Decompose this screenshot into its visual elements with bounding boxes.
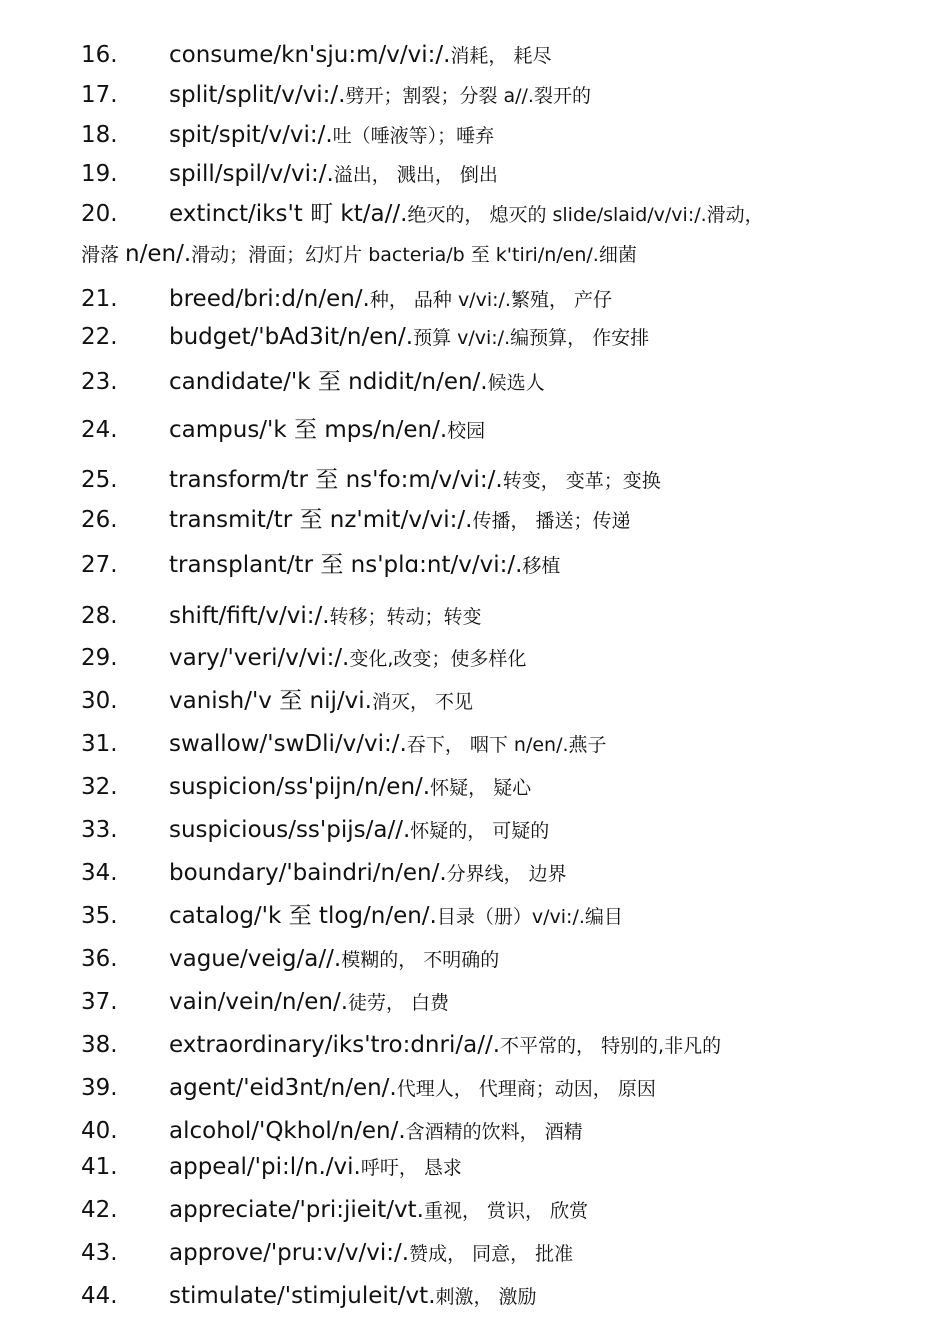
entry-text (169, 730, 607, 759)
entry-number: 22. (81, 324, 118, 350)
entry-english: appeal/'pi:l/n./vi. (169, 1154, 361, 1180)
entry-chinese: 绝灭的， 熄灭的 slide/slaid/v/vi:/.滑动， (407, 204, 764, 226)
entry-english: catalog/'k 至 tlog/n/en/. (169, 903, 437, 929)
entry-number: 44. (81, 1283, 118, 1309)
entry-number: 39. (81, 1075, 118, 1101)
entry-chinese: 不平常的， 特别的,非凡的 (500, 1035, 722, 1057)
entry-text (169, 859, 567, 888)
entry-english: approve/'pru:v/v/vi:/. (169, 1240, 410, 1266)
entry-english: budget/'bAd3it/n/en/. (169, 324, 414, 350)
entry-english: transmit/tr 至 nz'mit/v/vi:/. (169, 507, 473, 533)
entry-number: 38. (81, 1032, 118, 1058)
entry-text (169, 41, 551, 70)
entry-number: 25. (81, 467, 118, 493)
entry-text (169, 506, 631, 535)
entry-chinese: 种， 品种 v/vi:/.繁殖， 产仔 (369, 289, 612, 311)
entry-chinese: 预算 v/vi:/.编预算， 作安排 (413, 327, 650, 349)
entry-text (169, 1031, 721, 1060)
entry-text (169, 285, 612, 314)
entry-text (169, 687, 473, 716)
entry-text (169, 945, 499, 974)
entry-text (169, 602, 482, 631)
entry-chinese: 移植 (522, 555, 561, 577)
entry-chinese: 消耗， 耗尽 (450, 45, 552, 67)
entry-chinese: 分界线， 边界 (446, 863, 567, 885)
entry-chinese: 呼吁， 恳求 (360, 1157, 462, 1179)
entry-english: vanish/'v 至 nij/vi. (169, 688, 372, 714)
entry-chinese: 传播， 播送；传递 (472, 510, 631, 532)
entry-text (169, 81, 591, 110)
entry-chinese: 溢出， 溅出， 倒出 (333, 164, 498, 186)
entry-text (169, 988, 449, 1017)
entry-text (169, 773, 531, 802)
entry-number: 26. (81, 507, 118, 533)
entry-chinese: 含酒精的饮料， 酒精 (405, 1121, 583, 1143)
entry-number: 16. (81, 42, 118, 68)
entry-chinese: 吐（唾液等）；唾弃 (332, 125, 495, 147)
continuation-chinese: 滑落 (81, 244, 126, 266)
entry-number: 24. (81, 417, 118, 443)
entry-chinese: 转移；转动；转变 (329, 606, 482, 628)
entry-english: boundary/'baindri/n/en/. (169, 860, 447, 886)
entry-number: 42. (81, 1197, 118, 1223)
entry-number: 30. (81, 688, 118, 714)
entry-text (169, 323, 649, 352)
entry-text (169, 466, 661, 495)
entry-chinese: 劈开；割裂；分裂 a//.裂开的 (345, 85, 591, 107)
entry-chinese: 重视， 赏识， 欣赏 (424, 1200, 589, 1222)
entry-chinese: 转变， 变革；变换 (502, 470, 661, 492)
entry-text (169, 1153, 462, 1182)
entry-english: extinct/iks't 町 kt/a//. (169, 201, 408, 227)
entry-number: 31. (81, 731, 118, 757)
entry-number: 41. (81, 1154, 118, 1180)
entry-continuation (81, 240, 637, 269)
entry-english: candidate/'k 至 ndidit/n/en/. (169, 369, 488, 395)
entry-number: 34. (81, 860, 118, 886)
entry-chinese: 怀疑， 疑心 (430, 777, 532, 799)
entry-chinese: 刺激， 激励 (435, 1286, 537, 1308)
entry-text (169, 1239, 573, 1268)
entry-english: vary/'veri/v/vi:/. (169, 645, 350, 671)
entry-text (169, 368, 545, 397)
entry-text (169, 644, 526, 673)
entry-english: vague/veig/a//. (169, 946, 342, 972)
entry-english: transplant/tr 至 ns'plɑ:nt/v/vi:/. (169, 552, 523, 578)
entry-english: alcohol/'Qkhol/n/en/. (169, 1118, 406, 1144)
entry-english: consume/kn'sju:m/v/vi:/. (169, 42, 451, 68)
entry-chinese: 怀疑的， 可疑的 (410, 820, 550, 842)
entry-chinese: 候选人 (487, 372, 545, 394)
entry-number: 37. (81, 989, 118, 1015)
entry-english: appreciate/'pri:jieit/vt. (169, 1197, 424, 1223)
entry-english: swallow/'swDli/v/vi:/. (169, 731, 407, 757)
entry-english: transform/tr 至 ns'fo:m/v/vi:/. (169, 467, 503, 493)
entry-english: shift/fift/v/vi:/. (169, 603, 330, 629)
entry-english: campus/'k 至 mps/n/en/. (169, 417, 448, 443)
entry-number: 17. (81, 82, 118, 108)
entry-chinese: 模糊的， 不明确的 (341, 949, 500, 971)
entry-text (169, 1074, 656, 1103)
entry-english: breed/bri:d/n/en/. (169, 286, 370, 312)
entry-chinese: 变化,改变；使多样化 (349, 648, 527, 670)
entry-number: 36. (81, 946, 118, 972)
entry-text (169, 200, 764, 229)
entry-number: 35. (81, 903, 118, 929)
entry-number: 33. (81, 817, 118, 843)
entry-text (169, 160, 498, 189)
entry-english: suspicion/ss'pijn/n/en/. (169, 774, 431, 800)
entry-text (169, 416, 485, 445)
entry-english: stimulate/'stimjuleit/vt. (169, 1283, 436, 1309)
entry-chinese: 代理人， 代理商；动因， 原因 (396, 1078, 656, 1100)
entry-number: 40. (81, 1118, 118, 1144)
entry-number: 21. (81, 286, 118, 312)
entry-number: 43. (81, 1240, 118, 1266)
entry-text (169, 121, 494, 150)
entry-english: spill/spil/v/vi:/. (169, 161, 334, 187)
entry-chinese: 吞下， 咽下 n/en/.燕子 (406, 734, 607, 756)
entry-number: 19. (81, 161, 118, 187)
entry-chinese: 消灭， 不见 (371, 691, 474, 713)
entry-number: 28. (81, 603, 118, 629)
entry-english: agent/'eid3nt/n/en/. (169, 1075, 397, 1101)
entry-number: 18. (81, 122, 118, 148)
entry-number: 29. (81, 645, 118, 671)
entry-text (169, 1117, 583, 1146)
continuation-english: n/en/. (125, 241, 192, 267)
entry-text (169, 1196, 588, 1225)
continuation-chinese-2: 滑动；滑面；幻灯片 bacteria/b 至 k'tiri/n/en/.细菌 (191, 244, 637, 266)
entry-number: 23. (81, 369, 118, 395)
entry-english: spit/spit/v/vi:/. (169, 122, 333, 148)
entry-chinese: 赞成， 同意， 批准 (409, 1243, 574, 1265)
entry-chinese: 目录（册）v/vi:/.编目 (436, 906, 623, 928)
entry-english: suspicious/ss'pijs/a//. (169, 817, 411, 843)
entry-chinese: 校园 (447, 420, 486, 442)
entry-english: vain/vein/n/en/. (169, 989, 349, 1015)
entry-text (169, 816, 549, 845)
entry-number: 32. (81, 774, 118, 800)
entry-chinese: 徒劳， 白费 (348, 992, 450, 1014)
entry-number: 27. (81, 552, 118, 578)
entry-number: 20. (81, 201, 118, 227)
entry-english: split/split/v/vi:/. (169, 82, 346, 108)
entry-text (169, 551, 560, 580)
entry-english: extraordinary/iks'tro:dnri/a//. (169, 1032, 501, 1058)
entry-text (169, 902, 623, 931)
entry-text (169, 1282, 537, 1311)
